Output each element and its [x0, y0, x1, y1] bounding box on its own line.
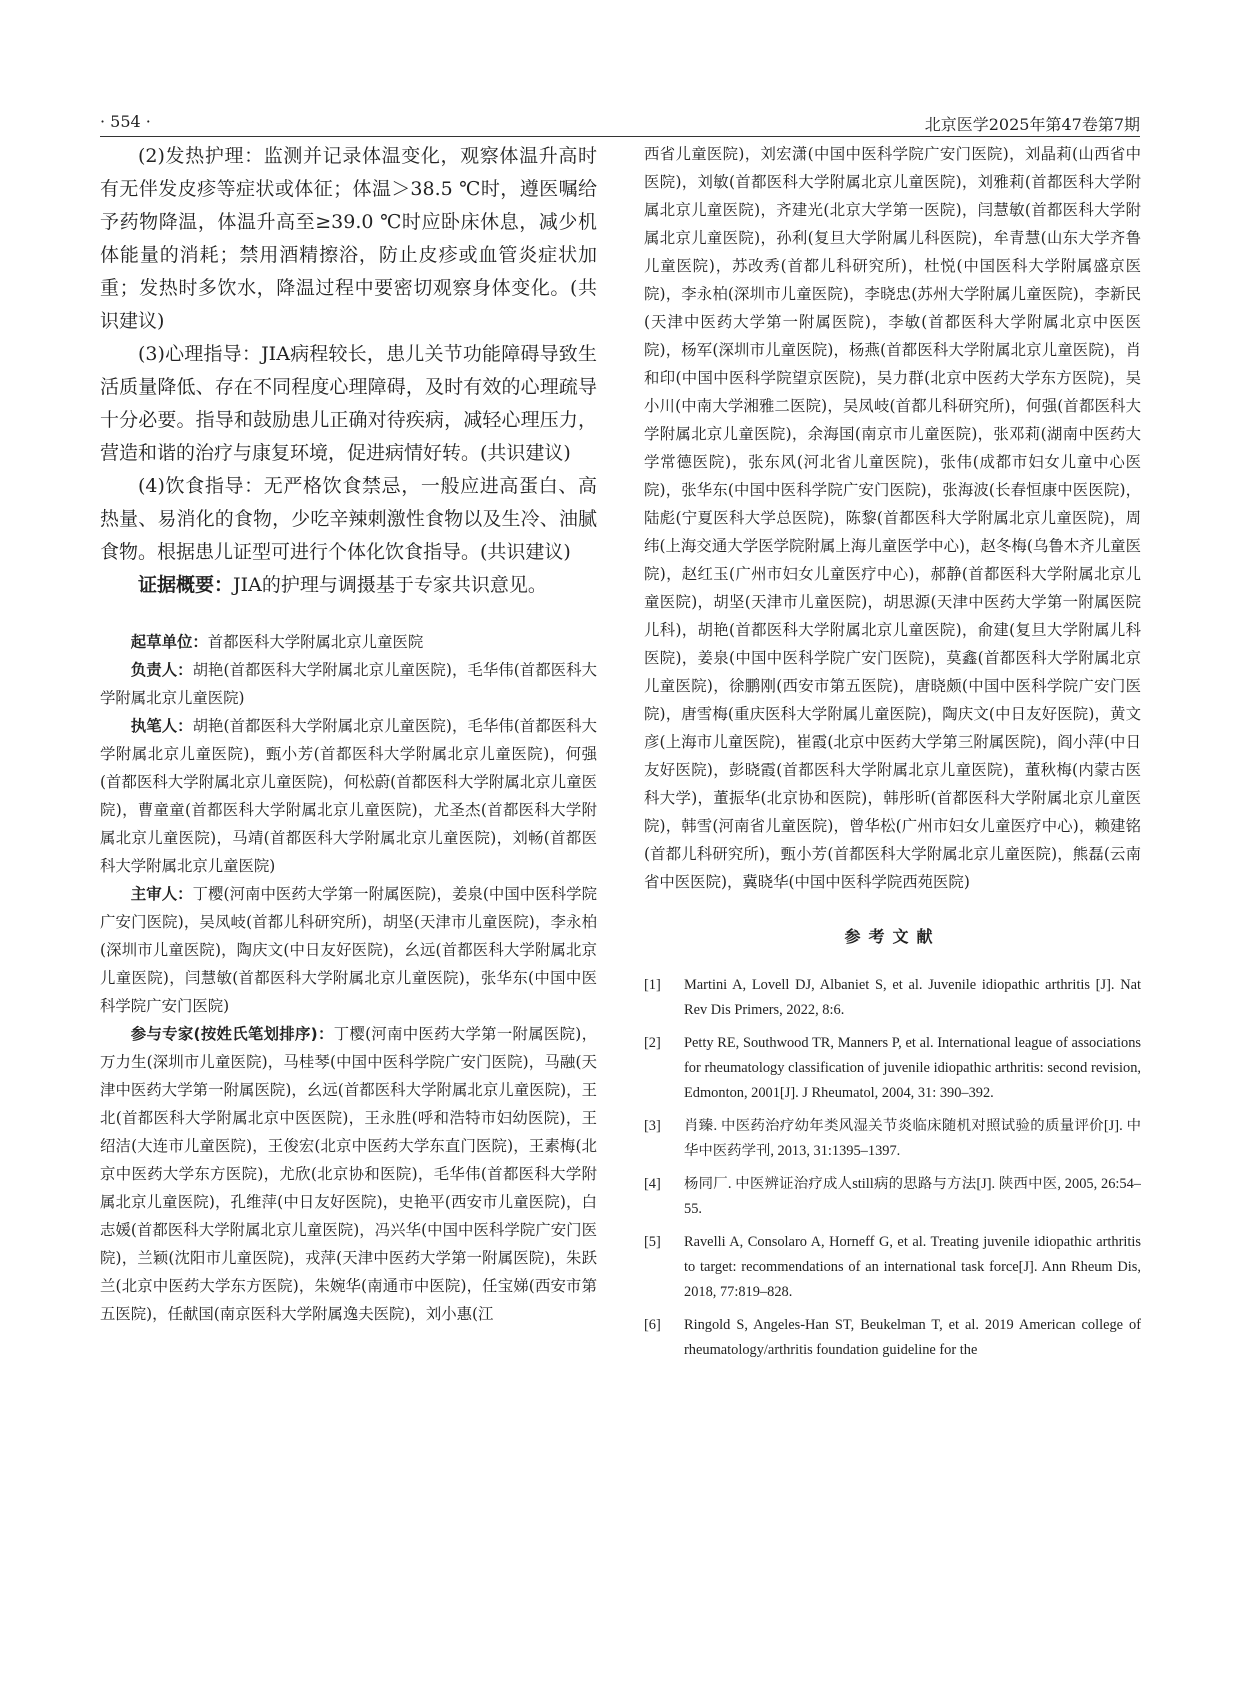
- references-heading: 参考文献: [844, 927, 941, 946]
- reviewers-text: 丁樱(河南中医药大学第一附属医院)，姜泉(中国中医科学院广安门医院)，吴凤岐(首都儿科研究所)，胡坚(天津市儿童医院)，李永柏(深圳市儿童医院)，陶庆文(中日友好医院)，幺远(首都医科大学附属北京儿童医院)，闫慧敏(首都医科大学附属北京儿童医院)，张华东(中国中医科学院广安门医院): [100, 885, 597, 1015]
- evidence-text: JIA的护理与调摄基于专家共识意见。: [233, 574, 547, 596]
- fever-care-paragraph: (2)发热护理：监测并记录体温变化，观察体温升高时有无伴发皮疹等症状或体征；体温＞38.5 ℃时，遵医嘱给予药物降温，体温升高至≥39.0 ℃时应卧床休息，减少机体能量的消耗；禁用酒精擦浴，防止皮疹或血管炎症状加重；发热时多饮水，降温过程中要密切观察身体变化。(共识建议): [100, 145, 597, 332]
- reference-item: [644, 1031, 1141, 1106]
- reference-number: [6]: [644, 1317, 661, 1333]
- evidence-label: 证据概要：: [138, 574, 234, 596]
- section-spacer: [100, 602, 597, 628]
- right-column: [644, 140, 1141, 1660]
- writers: [100, 712, 597, 880]
- left-column: [100, 140, 597, 1660]
- reference-text: Ravelli A, Consolaro A, Horneff G, et al. Treating juvenile idiopathic arthritis to target: recommendations of an international task force[J]. Ann Rheum Dis, 2018, 77:819–828.: [684, 1234, 1141, 1300]
- experts-label: 参与专家(按姓氏笔划排序)：: [130, 1025, 334, 1043]
- reference-number: [1]: [644, 977, 661, 993]
- reference-text: Ringold S, Angeles-Han ST, Beukelman T, et al. 2019 American college of rheumatology/arthritis foundation guideline for the: [684, 1317, 1141, 1358]
- evidence-summary: [100, 569, 597, 602]
- reference-item: [644, 1114, 1141, 1164]
- chief-reviewers: [100, 880, 597, 1020]
- reference-item: [644, 1313, 1141, 1363]
- psychological-guidance-paragraph: (3)心理指导：JIA病程较长，患儿关节功能障碍导致生活质量降低、存在不同程度心理障碍，及时有效的心理疏导十分必要。指导和鼓励患儿正确对待疾病，减轻心理压力，营造和谐的治疗与康复环境，促进病情好转。(共识建议): [100, 343, 597, 464]
- diet-guidance-paragraph: (4)饮食指导：无严格饮食禁忌，一般应进高蛋白、高热量、易消化的食物，少吃辛辣刺激性食物以及生冷、油腻食物。根据患儿证型可进行个体化饮食指导。(共识建议): [100, 475, 597, 563]
- reference-item: [644, 973, 1141, 1023]
- reference-number: [5]: [644, 1234, 661, 1250]
- writers-text: 胡艳(首都医科大学附属北京儿童医院)，毛华伟(首都医科大学附属北京儿童医院)，甄小芳(首都医科大学附属北京儿童医院)，何强(首都医科大学附属北京儿童医院)，何松蔚(首都医科大学附属北京儿童医院)，曹童童(首都医科大学附属北京儿童医院)，尤圣杰(首都医科大学附属北京儿童医院)，马靖(首都医科大学附属北京儿童医院)，刘畅(首都医科大学附属北京儿童医院): [100, 717, 597, 875]
- experts-text: 丁樱(河南中医药大学第一附属医院)，万力生(深圳市儿童医院)，马桂琴(中国中医科学院广安门医院)，马融(天津中医药大学第一附属医院)，幺远(首都医科大学附属北京儿童医院)，王北(首都医科大学附属北京中医医院)，王永胜(呼和浩特市妇幼医院)，王绍洁(大连市儿童医院)，王俊宏(北京中医药大学东直门医院)，王素梅(北京中医药大学东方医院)，尤欣(北京协和医院)，毛华伟(首都医科大学附属北京儿童医院)，孔维萍(中日友好医院)，史艳平(西安市儿童医院)，白志媛(首都医科大学附属北京儿童医院)，冯兴华(中国中医科学院广安门医院)，兰颖(沈阳市儿童医院)，戎萍(天津中医药大学第一附属医院)，朱跃兰(北京中医药大学东方医院)，朱婉华(南通市中医院)，任宝娣(西安市第五医院)，任献国(南京医科大学附属逸夫医院)，刘小惠(江: [100, 1025, 597, 1323]
- header-rule: [100, 136, 1140, 137]
- drafting-unit: [100, 628, 597, 656]
- drafting-label: 起草单位：: [130, 633, 208, 651]
- responsible-label: 负责人：: [130, 661, 193, 679]
- writers-label: 执笔人：: [130, 717, 193, 735]
- reference-text: Martini A, Lovell DJ, Albaniet S, et al. Juvenile idiopathic arthritis [J]. Nat Rev Dis Primers, 2022, 8:6.: [684, 977, 1141, 1018]
- reference-text: Petty RE, Southwood TR, Manners P, et al. International league of associations for rheumatology classification of juvenile idiopathic arthritis: second revision, Edmonton, 2001[J]. J Rheumatol, 2004, 31: 390–392.: [684, 1035, 1141, 1101]
- participating-experts-continued: 西省儿童医院)，刘宏潇(中国中医科学院广安门医院)，刘晶莉(山西省中医院)，刘敏(首都医科大学附属北京儿童医院)，刘雅莉(首都医科大学附属北京儿童医院)，齐建光(北京大学第一医院)，闫慧敏(首都医科大学附属北京儿童医院)，孙利(复旦大学附属儿科医院)，牟青慧(山东大学齐鲁儿童医院)，苏改秀(首都儿科研究所)，杜悦(中国医科大学附属盛京医院)，李永柏(深圳市儿童医院)，李晓忠(苏州大学附属儿童医院)，李新民(天津中医药大学第一附属医院)，李敏(首都医科大学附属北京中医医院)，杨军(深圳市儿童医院)，杨燕(首都医科大学附属北京儿童医院)，肖和印(中国中医科学院望京医院)，吴力群(北京中医药大学东方医院)，吴小川(中南大学湘雅二医院)，吴凤岐(首都儿科研究所)，何强(首都医科大学附属北京儿童医院)，余海国(南京市儿童医院)，张邓莉(湖南中医药大学常德医院)，张东风(河北省儿童医院)，张伟(成都市妇女儿童中心医院)，张华东(中国中医科学院广安门医院)，张海波(长春恒康中医医院)，陆彪(宁夏医科大学总医院)，陈黎(首都医科大学附属北京儿童医院)，周纬(上海交通大学医学院附属上海儿童医学中心)，赵冬梅(乌鲁木齐儿童医院)，赵红玉(广州市妇女儿童医疗中心)，郝静(首都医科大学附属北京儿童医院)，胡坚(天津市儿童医院)，胡思源(天津中医药大学第一附属医院儿科)，胡艳(首都医科大学附属北京儿童医院)，俞建(复旦大学附属儿科医院)，姜泉(中国中医科学院广安门医院)，莫鑫(首都医科大学附属北京儿童医院)，徐鹏刚(西安市第五医院)，唐晓颇(中国中医科学院广安门医院)，唐雪梅(重庆医科大学附属儿童医院)，陶庆文(中日友好医院)，黄文彦(上海市儿童医院)，崔霞(北京中医药大学第三附属医院)，阎小萍(中日友好医院)，彭晓霞(首都医科大学附属北京儿童医院)，董秋梅(内蒙古医科大学)，董振华(北京协和医院)，韩彤昕(首都医科大学附属北京儿童医院)，韩雪(河南省儿童医院)，曾华松(广州市妇女儿童医疗中心)，赖建铭(首都儿科研究所)，甄小芳(首都医科大学附属北京儿童医院)，熊磊(云南省中医医院)，冀晓华(中国中医科学院西苑医院): [644, 145, 1141, 891]
- responsible-text: 胡艳(首都医科大学附属北京儿童医院)，毛华伟(首都医科大学附属北京儿童医院): [100, 661, 597, 707]
- page-number: · 554 ·: [100, 112, 151, 131]
- reviewers-label: 主审人：: [130, 885, 193, 903]
- reference-number: [3]: [644, 1118, 661, 1134]
- journal-title: 北京医学2025年第47卷第7期: [924, 115, 1140, 134]
- responsible-persons: [100, 656, 597, 712]
- participating-experts: [100, 1020, 597, 1328]
- reference-number: [4]: [644, 1176, 661, 1192]
- reference-number: [2]: [644, 1035, 661, 1051]
- reference-text: 杨同厂. 中医辨证治疗成人still病的思路与方法[J]. 陕西中医, 2005, 26:54–55.: [684, 1176, 1141, 1217]
- reference-item: [644, 1230, 1141, 1305]
- reference-text: 肖臻. 中医药治疗幼年类风湿关节炎临床随机对照试验的质量评价[J]. 中华中医药学刊, 2013, 31:1395–1397.: [684, 1118, 1141, 1159]
- reference-list: [644, 973, 1141, 1363]
- drafting-text: 首都医科大学附属北京儿童医院: [207, 633, 424, 651]
- reference-item: [644, 1172, 1141, 1222]
